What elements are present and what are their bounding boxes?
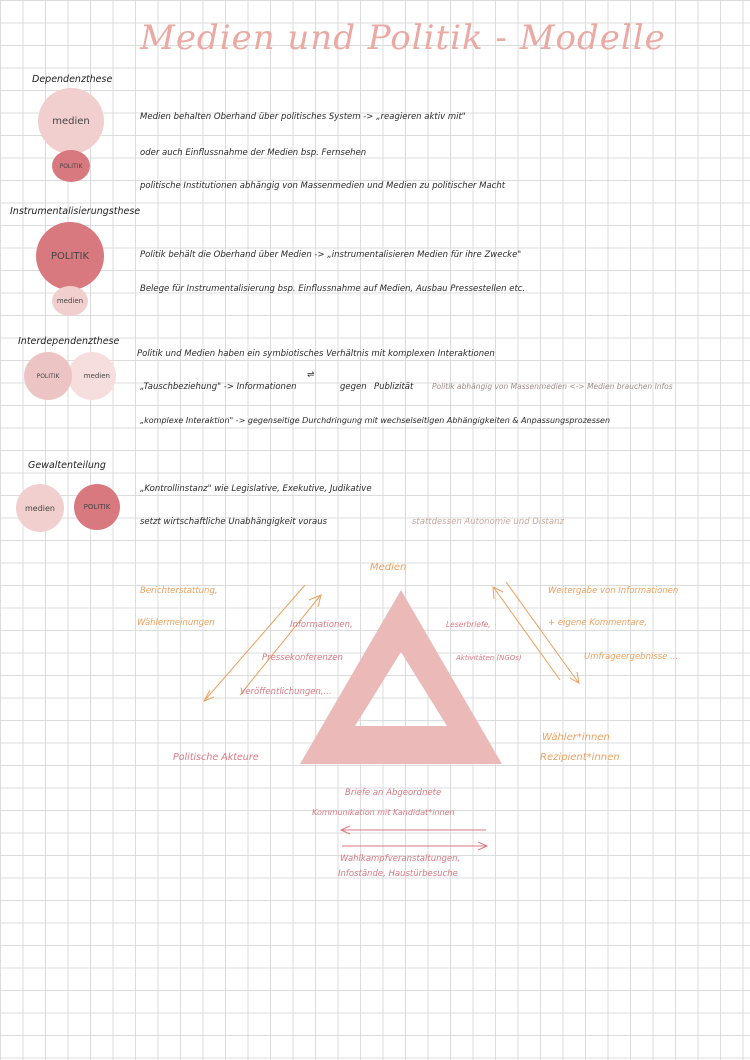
text-line: Politik und Medien haben ein symbiotisches Verhältnis mit komplexen Interaktionen [137, 349, 495, 359]
text-line: oder auch Einflussnahme der Medien bsp. Fernsehen [140, 148, 367, 158]
label-veroeffentlichungen: Veröffentlichungen,... [240, 687, 332, 697]
text-line: Publizität [374, 382, 414, 392]
text-line: „Tauschbeziehung" -> Informationen [140, 382, 297, 392]
circle-medien: medien [16, 484, 64, 532]
label-infostaende: Infostände, Haustürbesuche [338, 869, 458, 879]
text-line: politische Institutionen abhängig von Massenmedien und Medien zu politischer Macht [140, 181, 506, 191]
label-berichterstattung: Berichterstattung, [140, 586, 218, 596]
circle-medien-small: medien [52, 286, 88, 316]
triangle-shape [300, 590, 502, 764]
label-aktivitaeten: Aktivitäten (NGOs) [456, 654, 522, 662]
text-line: setzt wirtschaftliche Unabhängigkeit voraus [140, 517, 328, 527]
page-title: Medien und Politik - Modelle [140, 18, 666, 58]
label-rezipienten: Rezipient*innen [540, 752, 620, 763]
text-line: Politik behält die Oberhand über Medien -> „instrumentalisieren Medien für ihre Zwecke" [140, 250, 522, 260]
label-wahlkampf: Wahlkampfveranstaltungen, [340, 854, 461, 864]
label-medien: Medien [370, 562, 407, 573]
arrow-right-inner [494, 588, 560, 680]
text-line: stattdessen Autonomie und Distanz [412, 517, 564, 527]
circle-politik-overlap: POLITIK [24, 352, 72, 400]
arrow-left-upper [205, 585, 305, 700]
label-weitergabe: Weitergabe von Informationen [548, 586, 679, 596]
text-line: gegen [340, 382, 367, 392]
text-line: Politik abhängig von Massenmedien <-> Medien brauchen Infos [432, 382, 673, 391]
heading-instrumentalisierungsthese: Instrumentalisierungsthese [10, 206, 141, 217]
circle-politik-small: POLITIK [52, 150, 90, 182]
label-informationen: Informationen, [290, 620, 353, 630]
label-politische-akteure: Politische Akteure [173, 752, 259, 763]
heading-interdependenzthese: Interdependenzthese [18, 336, 120, 347]
label-leserbriefe: Leserbriefe, [446, 620, 491, 629]
circle-medien-big: medien [38, 88, 104, 154]
circle-politik-big: POLITIK [36, 222, 104, 290]
text-line: Medien behalten Oberhand über politisches System -> „reagieren aktiv mit" [140, 112, 466, 122]
label-kommentare: + eigene Kommentare, [548, 618, 647, 628]
label-kommunikation: Kommunikation mit Kandidat*innen [312, 808, 455, 817]
text-line: „komplexe Interaktion" -> gegenseitige Durchdringung mit wechselseitigen Abhängigkeiten & Anpassungsprozessen [140, 416, 611, 425]
label-waehler: Wähler*innen [542, 732, 610, 743]
label-briefe: Briefe an Abgeordnete [345, 788, 442, 798]
heading-dependenzthese: Dependenzthese [32, 74, 113, 85]
arrow-right-outer [506, 582, 578, 682]
text-line: Belege für Instrumentalisierung bsp. Einflussnahme auf Medien, Ausbau Pressestellen etc. [140, 284, 526, 294]
label-umfrageergebnisse: Umfrageergebnisse ... [584, 652, 679, 662]
swap-symbol: ⇌ [307, 370, 315, 380]
circle-politik: POLITIK [74, 484, 120, 530]
label-waehlermeinungen: Wählermeinungen [137, 618, 215, 628]
circle-medien-overlap: medien [68, 352, 116, 400]
heading-gewaltenteilung: Gewaltenteilung [28, 460, 106, 471]
text-line: „Kontrollinstanz" wie Legislative, Exekutive, Judikative [140, 484, 372, 494]
label-pressekonferenzen: Pressekonferenzen [262, 653, 343, 663]
